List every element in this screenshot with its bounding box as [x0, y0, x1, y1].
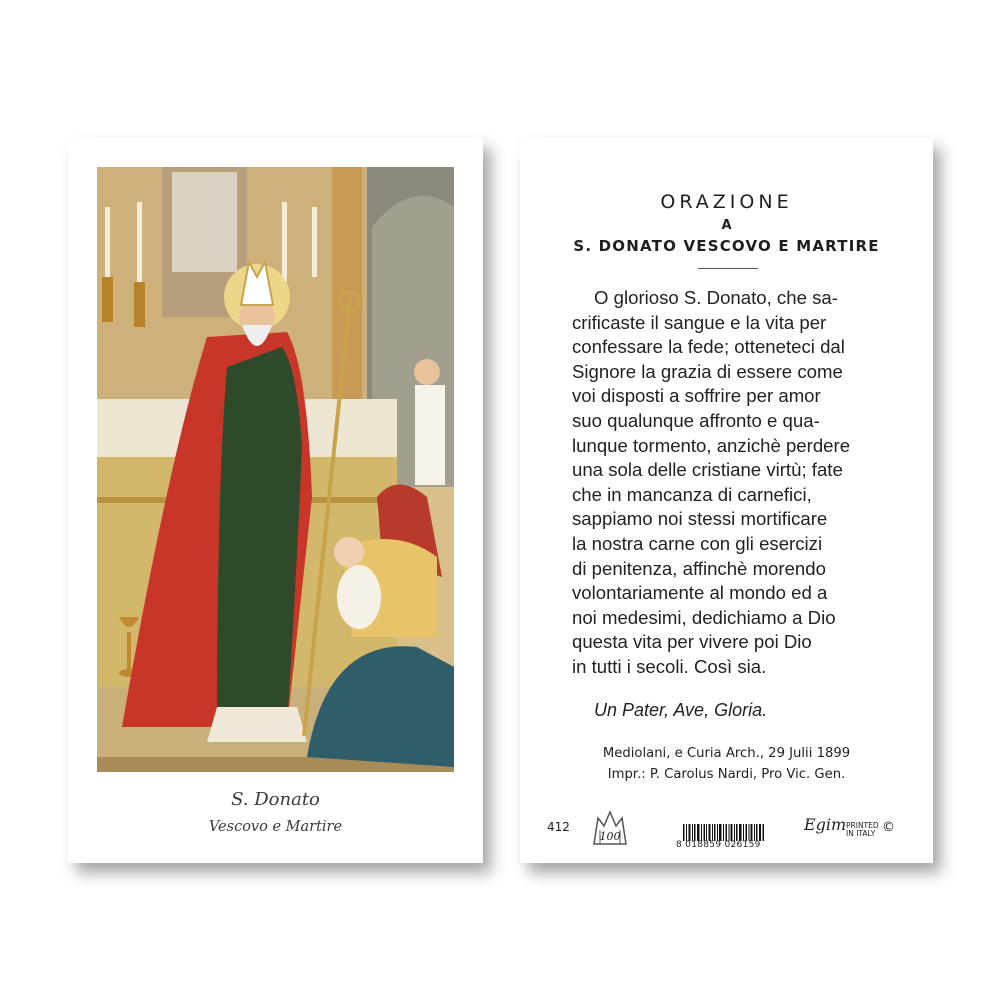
prayer-subtitle: S. DONATO VESCOVO E MARTIRE — [573, 237, 880, 255]
prayer-line: crificaste il sangue e la vita per — [572, 311, 827, 333]
prayer-line: volontariamente al mondo ed a — [572, 582, 828, 604]
saint-name-caption: S. Donato — [231, 789, 320, 810]
prayer-text — [572, 286, 890, 680]
prayer-title: ORAZIONE — [660, 191, 793, 213]
prayer-line: O glorioso S. Donato, che sa- — [594, 287, 838, 308]
printed-in-italy-label: PRINTED IN ITALY — [846, 821, 879, 838]
mark-text: 100 — [599, 830, 621, 843]
prayer-line: una sola delle cristiane virtù; fate — [572, 459, 843, 481]
prayer-line: che in mancanza di carnefici, — [572, 483, 812, 505]
prayer-line: voi disposti a soffrire per amor — [572, 385, 821, 407]
painting-illustration — [97, 167, 454, 772]
anniversary-mark-icon — [590, 804, 630, 846]
copyright-symbol: © — [882, 820, 895, 835]
prayer-closing: Un Pater, Ave, Gloria. — [594, 700, 768, 720]
barcode-icon — [683, 824, 765, 841]
holy-card-back — [520, 138, 933, 863]
prayer-title-a: A — [721, 218, 732, 233]
prayer-line: in tutti i secoli. Così sia. — [572, 655, 767, 677]
prayer-line: lunque tormento, anzichè perdere — [572, 434, 851, 456]
prayer-line: noi medesimi, dedichiamo a Dio — [572, 606, 836, 628]
prayer-line: Signore la grazia di essere come — [572, 360, 843, 382]
imprimatur-line-2: Impr.: P. Carolus Nardi, Pro Vic. Gen. — [607, 767, 846, 782]
prayer-line: confessare la fede; otteneteci dal — [572, 336, 845, 358]
saint-donato-painting — [97, 167, 454, 772]
title-divider — [698, 268, 758, 269]
card-number: 412 — [547, 820, 570, 834]
barcode-number: 8 018859 026159 — [676, 840, 761, 850]
prayer-line: questa vita per vivere poi Dio — [572, 631, 812, 653]
prayer-line: la nostra carne con gli esercizi — [572, 532, 823, 554]
imprimatur-line-1: Mediolani, e Curia Arch., 29 Julii 1899 — [602, 746, 851, 761]
holy-card-front — [68, 138, 483, 863]
prayer-line: suo qualunque affronto e qua- — [572, 409, 820, 431]
egim-logo: Egim — [804, 815, 847, 834]
saint-title-caption: Vescovo e Martire — [208, 819, 343, 835]
prayer-line: sappiamo noi stessi mortificare — [572, 508, 828, 530]
prayer-line: di penitenza, affinchè morendo — [572, 557, 826, 579]
